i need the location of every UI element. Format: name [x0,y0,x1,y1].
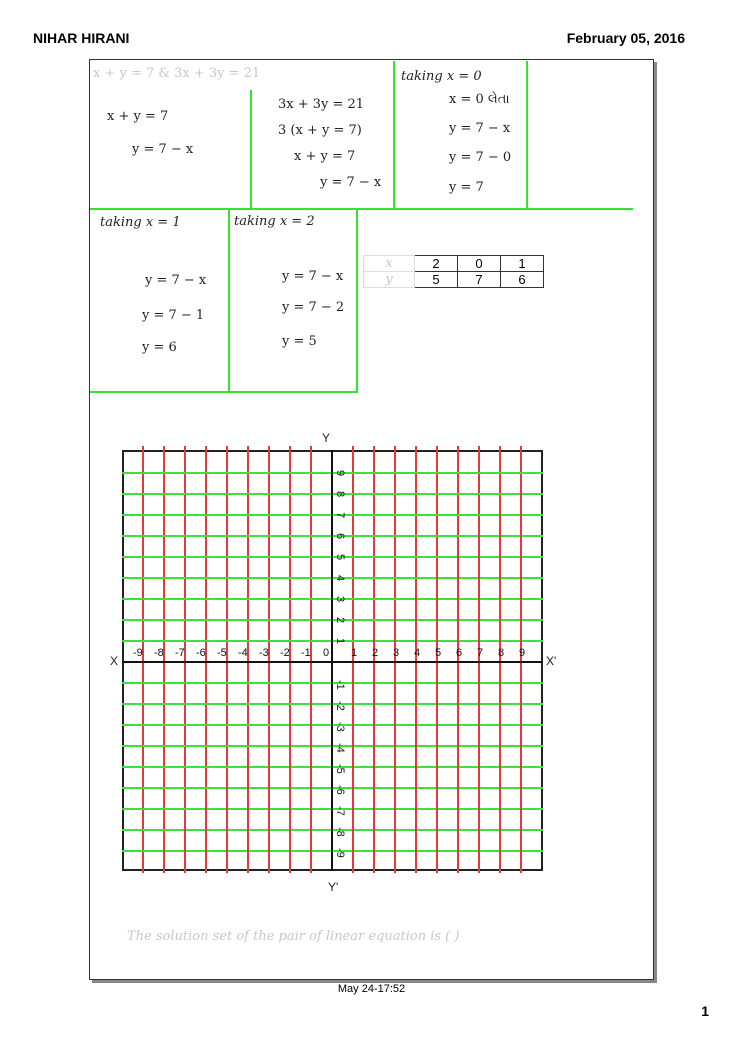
x-tick-label: 9 [519,647,526,659]
x-tick-label: -2 [280,647,290,659]
y-tick-label: 4 [334,575,346,582]
y-tick-label: -8 [334,827,346,837]
table-cell: 2 [415,256,458,272]
y-tick-label: -3 [334,722,346,732]
x-tick-label: 7 [477,647,484,659]
eq1-line: x + y = 7 [107,109,169,124]
solution-prompt: The solution set of the pair of linear equation is ( ) [127,929,460,944]
y-tick-label: -9 [334,848,346,858]
x1-heading: taking x = 1 [100,215,181,230]
x-tick-label: -5 [217,647,227,659]
y-tick-label: -5 [334,764,346,774]
y-tick-label: -4 [334,743,346,753]
divider [526,61,528,209]
grid-line-vertical [289,446,291,873]
y-tick-label: 3 [334,596,346,603]
x1-line: y = 7 − x [145,273,207,288]
page-number: 1 [701,1003,709,1019]
y-tick-label: -7 [334,806,346,816]
x0-line: y = 7 − x [449,121,511,136]
document-date: February 05, 2016 [566,30,685,46]
grid-line-vertical [205,446,207,873]
grid-line-vertical [499,446,501,873]
problem-title: x + y = 7 & 3x + 3y = 21 [93,66,261,81]
x-tick-label: 2 [372,647,379,659]
xy-value-table [363,255,544,288]
author-name: NIHAR HIRANI [33,30,130,46]
x-tick-label: 4 [414,647,421,659]
x-tick-label: 6 [456,647,463,659]
row-label: x [364,256,415,272]
x-tick-label: 3 [393,647,400,659]
y-prime-axis-label: Y' [328,880,339,894]
eq2-line: 3 (x + y = 7) [278,123,362,138]
eq2-line: 3x + 3y = 21 [278,97,365,112]
x2-line: y = 7 − x [282,269,344,284]
timestamp: May 24-17:52 [337,983,406,995]
y-tick-label: 8 [334,491,346,498]
x2-heading: taking x = 2 [234,214,315,229]
grid-line-vertical [394,446,396,873]
divider [90,391,358,393]
grid-line-vertical [268,446,270,873]
table-cell: 5 [415,272,458,288]
x-tick-label: -6 [196,647,206,659]
y-axis-label: Y [322,431,331,445]
x-tick-label: -3 [259,647,269,659]
grid-line-vertical [247,446,249,873]
x1-line: y = 6 [142,340,177,355]
x-prime-axis-label: X' [546,654,557,668]
eq1-line: y = 7 − x [132,142,194,157]
grid-line-vertical [520,446,522,873]
y-tick-label: 5 [334,554,346,561]
x0-line: y = 7 [449,180,484,195]
x-tick-label: 1 [351,647,358,659]
grid-line-vertical [457,446,459,873]
row-label: y [364,272,415,288]
grid-line-vertical [226,446,228,873]
x-tick-label: 5 [435,647,442,659]
x2-line: y = 7 − 2 [282,300,345,315]
grid-line-vertical [478,446,480,873]
grid-line-vertical [373,446,375,873]
grid-line-vertical [310,446,312,873]
y-tick-label: 2 [334,617,346,624]
table-row-y [364,272,544,288]
eq2-line: x + y = 7 [294,149,356,164]
x-tick-label: -8 [154,647,164,659]
y-tick-label: -1 [334,680,346,690]
y-tick-label: -6 [334,785,346,795]
x-tick-label: -7 [175,647,185,659]
divider [250,90,252,209]
y-tick-label: 6 [334,533,346,540]
y-tick-label: 1 [334,638,346,645]
x-axis-label: X [110,654,119,668]
x2-line: y = 5 [282,334,317,349]
x-tick-label: 0 [323,647,330,659]
x0-heading: taking x = 0 [401,69,482,84]
divider [90,208,633,210]
x0-line: x = 0 લેતા [449,92,510,107]
table-cell: 1 [501,256,544,272]
y-axis [331,450,333,871]
grid-line-vertical [436,446,438,873]
grid-line-vertical [415,446,417,873]
table-cell: 6 [501,272,544,288]
table-cell: 7 [458,272,501,288]
x-tick-label: -4 [238,647,248,659]
grid-line-vertical [352,446,354,873]
eq2-line: y = 7 − x [320,175,382,190]
y-tick-label: -2 [334,701,346,711]
divider [228,210,230,392]
table-cell: 0 [458,256,501,272]
x-tick-label: 8 [498,647,505,659]
y-tick-label: 7 [334,512,346,519]
x0-line: y = 7 − 0 [449,150,512,165]
divider [393,61,395,209]
x-tick-label: -1 [301,647,311,659]
y-tick-label: 9 [334,470,346,477]
x1-line: y = 7 − 1 [142,308,205,323]
table-row-x [364,256,544,272]
divider [356,210,358,392]
x-tick-label: -9 [133,647,143,659]
